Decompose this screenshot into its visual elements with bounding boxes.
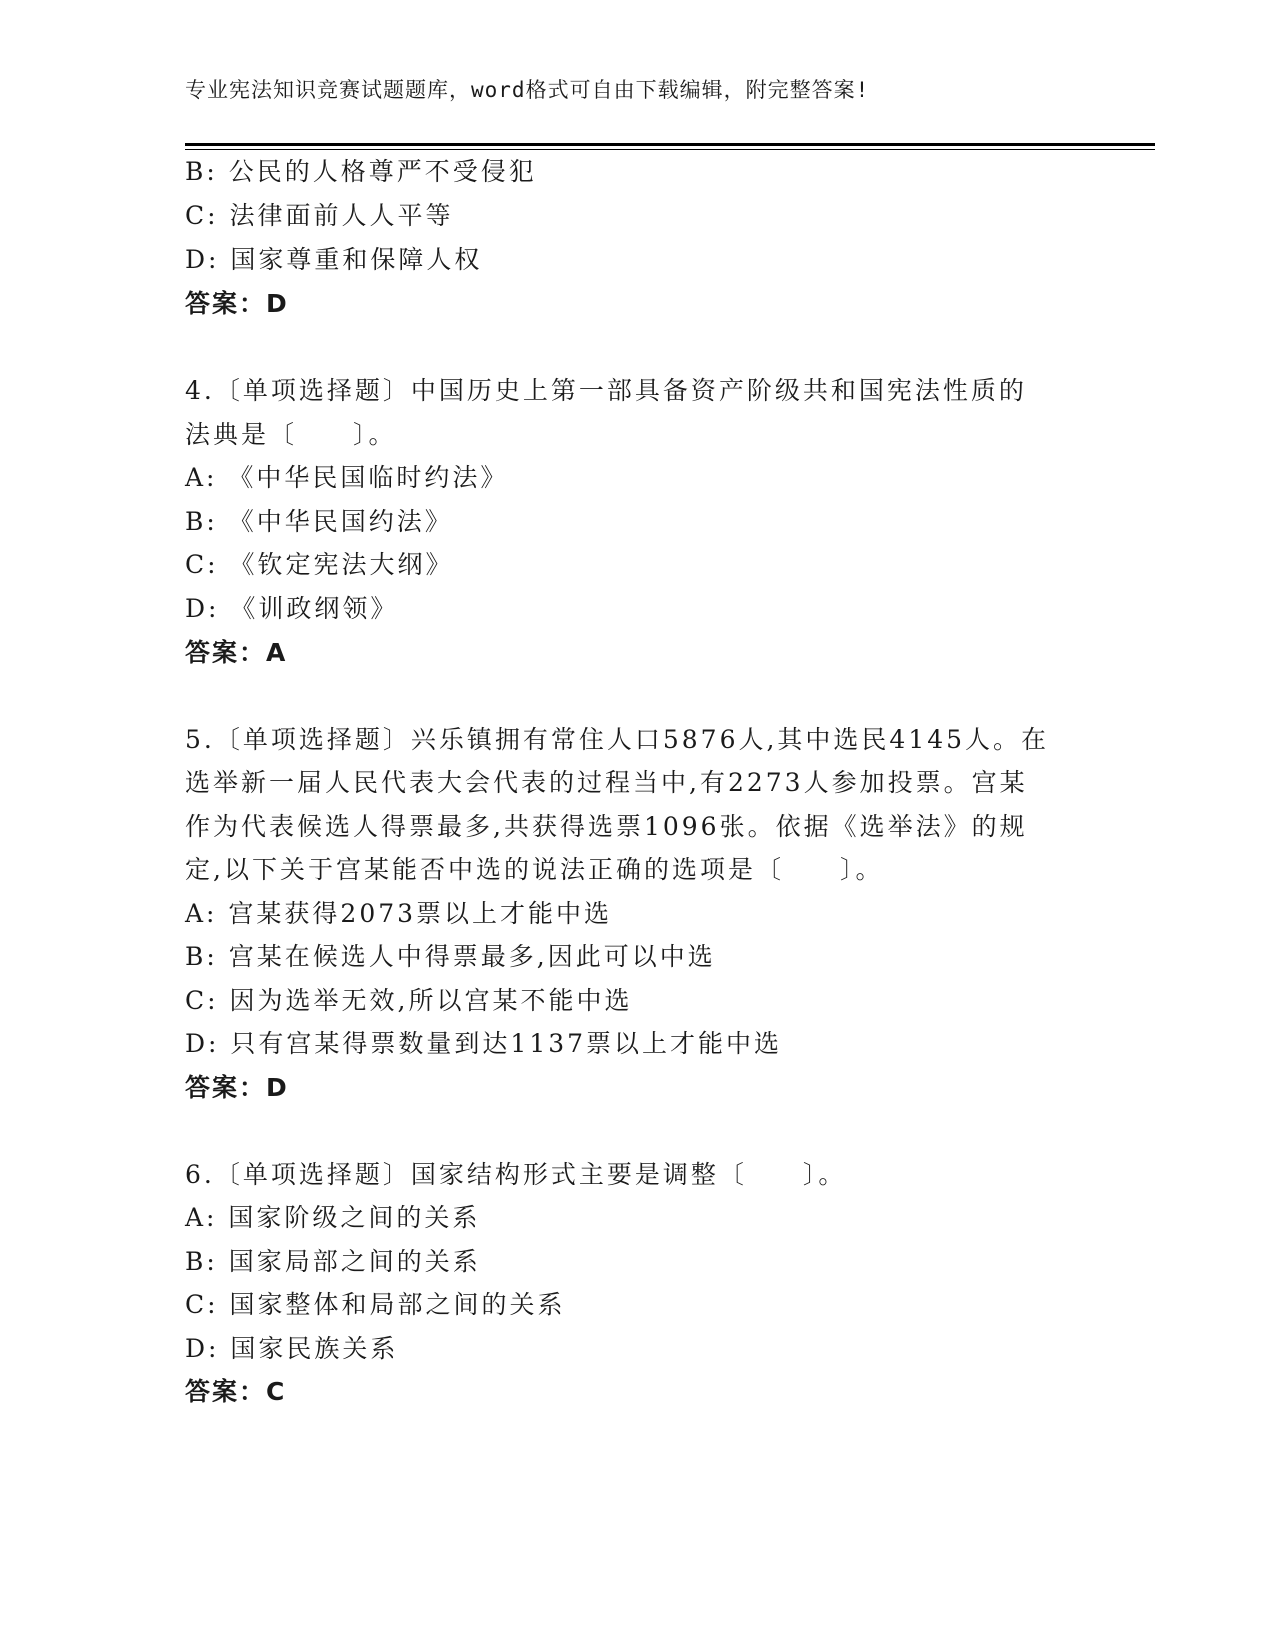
q6-option-c: C: 国家整体和局部之间的关系 (185, 1290, 566, 1319)
q4-option-b: B: 《中华民国约法》 (185, 507, 453, 536)
page-header: 专业宪法知识竞赛试题题库，word格式可自由下载编辑，附完整答案! (185, 78, 870, 102)
q4-answer: 答案：A (185, 638, 288, 667)
q5-option-a: A: 宫某获得2073票以上才能中选 (185, 899, 613, 928)
q3-answer: 答案：D (185, 289, 289, 318)
q4-option-a: A: 《中华民国临时约法》 (185, 463, 509, 492)
q5-answer: 答案：D (185, 1073, 289, 1102)
header-rule-thin (185, 149, 1155, 150)
q5-option-d: D: 只有宫某得票数量到达1137票以上才能中选 (185, 1029, 783, 1058)
q6-stem-line-1: 6.〔单项选择题〕国家结构形式主要是调整〔 〕。 (185, 1160, 847, 1189)
q6-answer: 答案：C (185, 1377, 287, 1406)
q4-option-d: D: 《训政纲领》 (185, 594, 399, 623)
q3-option-d: D: 国家尊重和保障人权 (185, 245, 483, 274)
q5-option-b: B: 宫某在候选人中得票最多,因此可以中选 (185, 942, 716, 971)
q4-option-c: C: 《钦定宪法大纲》 (185, 550, 454, 579)
q5-stem-line-3: 作为代表候选人得票最多,共获得选票1096张。依据《选举法》的规 (185, 812, 1028, 841)
q4-stem-line-2: 法典是〔 〕。 (185, 420, 397, 449)
q5-stem-line-4: 定,以下关于宫某能否中选的说法正确的选项是〔 〕。 (185, 855, 884, 884)
q5-stem-line-1: 5.〔单项选择题〕兴乐镇拥有常住人口5876人,其中选民4145人。在 (185, 725, 1050, 754)
q3-option-c: C: 法律面前人人平等 (185, 201, 454, 230)
q6-option-a: A: 国家阶级之间的关系 (185, 1203, 481, 1232)
q5-stem-line-2: 选举新一届人民代表大会代表的过程当中,有2273人参加投票。宫某 (185, 768, 1028, 797)
q6-option-d: D: 国家民族关系 (185, 1334, 399, 1363)
q3-option-b: B: 公民的人格尊严不受侵犯 (185, 157, 537, 186)
q6-option-b: B: 国家局部之间的关系 (185, 1247, 481, 1276)
header-rule-thick (185, 143, 1155, 146)
q5-option-c: C: 因为选举无效,所以宫某不能中选 (185, 986, 633, 1015)
q4-stem-line-1: 4.〔单项选择题〕中国历史上第一部具备资产阶级共和国宪法性质的 (185, 376, 1027, 405)
